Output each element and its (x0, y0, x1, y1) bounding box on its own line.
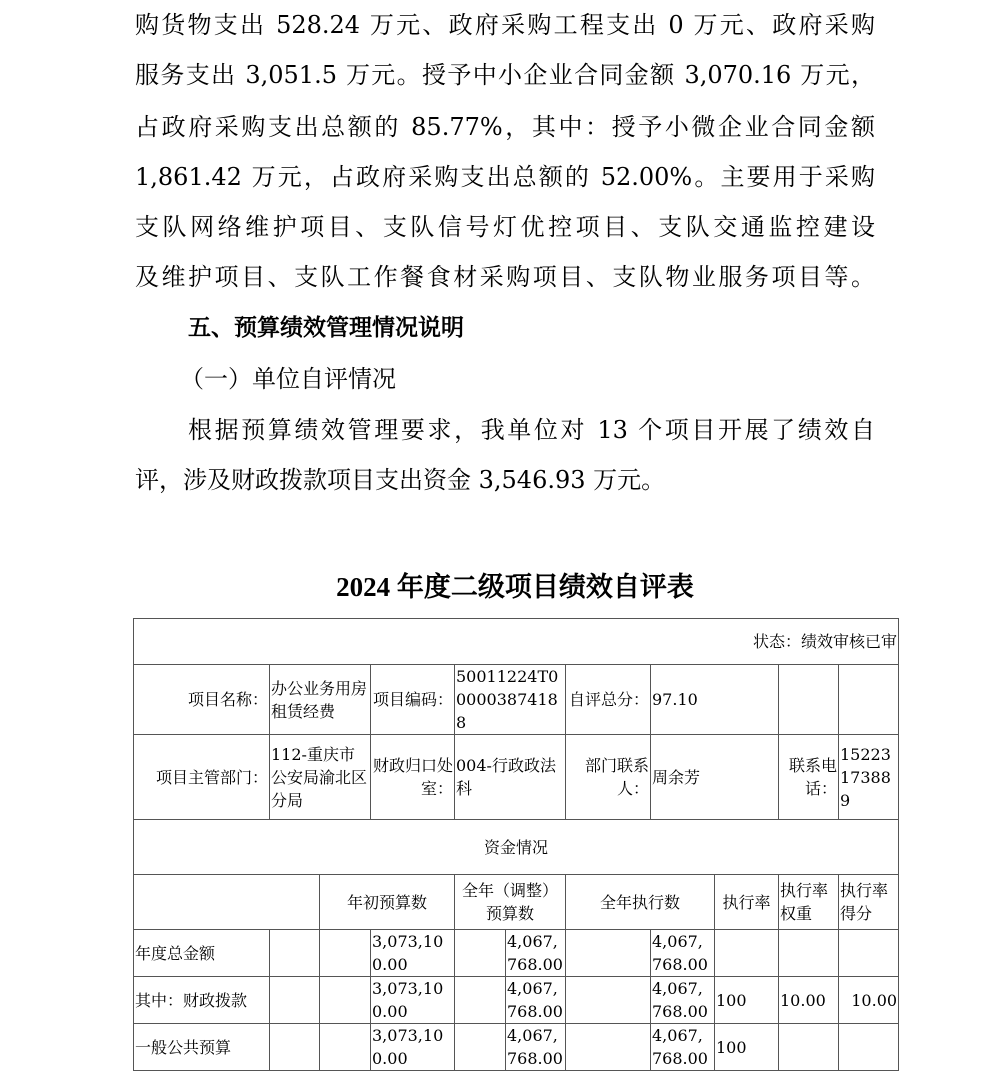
phone-label: 联系电话： (779, 735, 839, 820)
row-label: 年度总金额 (134, 930, 270, 977)
body-line: 服务支出 3,051.5 万元。授予中小企业合同金额 3,070.16 万元， (135, 61, 875, 89)
rate: 100 (715, 1024, 779, 1071)
initial-budget: 3,073,100.00 (371, 1024, 455, 1071)
rate (715, 930, 779, 977)
body-line: 占政府采购支出总额的 85.77%，其中：授予小微企业合同金额 (135, 113, 875, 141)
empty-cell (134, 875, 320, 930)
table-row (134, 930, 899, 977)
col-header: 年初预算数 (320, 875, 455, 930)
body-line: 支队网络维护项目、支队信号灯优控项目、支队交通监控建设 (135, 213, 875, 241)
adjusted-budget: 4,067,768.00 (506, 1024, 566, 1071)
subsection-heading: （一）单位自评情况 (180, 365, 396, 393)
initial-budget: 3,073,100.00 (371, 977, 455, 1024)
body-line: 根据预算绩效管理要求，我单位对 13 个项目开展了绩效自 (188, 416, 875, 444)
finance-office: 004-行政政法科 (455, 735, 566, 820)
phone: 15223173889 (839, 735, 899, 820)
dept: 112-重庆市公安局渝北区分局 (270, 735, 371, 820)
weight (779, 930, 839, 977)
project-code-label: 项目编码： (371, 665, 455, 735)
adjusted-budget: 4,067,768.00 (506, 930, 566, 977)
row-label: 其中：财政拨款 (134, 977, 270, 1024)
rate-score: 10.00 (839, 977, 899, 1024)
executed: 4,067,768.00 (651, 1024, 715, 1071)
table-row (134, 1024, 899, 1071)
funds-header: 资金情况 (134, 820, 899, 875)
col-header: 执行率得分 (839, 875, 899, 930)
finance-label: 财政归口处室： (371, 735, 455, 820)
rate-score (839, 1024, 899, 1071)
col-header: 全年（调整）预算数 (455, 875, 566, 930)
body-line: 购货物支出 528.24 万元、政府采购工程支出 0 万元、政府采购 (135, 11, 875, 39)
rate: 100 (715, 977, 779, 1024)
empty-cell (839, 665, 899, 735)
table-title: 2024 年度二级项目绩效自评表 (336, 572, 694, 602)
section-heading: 五、预算绩效管理情况说明 (188, 315, 464, 341)
project-code: 50011224T000003874188 (455, 665, 566, 735)
status-cell: 状态：绩效审核已审 (134, 619, 899, 665)
contact-label: 部门联系人： (566, 735, 651, 820)
weight: 10.00 (779, 977, 839, 1024)
initial-budget: 3,073,100.00 (371, 930, 455, 977)
rate-score (839, 930, 899, 977)
body-line: 及维护项目、支队工作餐食材采购项目、支队物业服务项目等。 (135, 263, 875, 291)
project-name-label: 项目名称： (134, 665, 270, 735)
row-label: 一般公共预算 (134, 1024, 270, 1071)
dept-label: 项目主管部门： (134, 735, 270, 820)
contact: 周余芳 (651, 735, 779, 820)
empty-cell (779, 665, 839, 735)
weight (779, 1024, 839, 1071)
project-name: 办公业务用房租赁经费 (270, 665, 371, 735)
score: 97.10 (651, 665, 779, 735)
score-label: 自评总分： (566, 665, 651, 735)
executed: 4,067,768.00 (651, 930, 715, 977)
body-line: 评，涉及财政拨款项目支出资金 3,546.93 万元。 (135, 466, 666, 494)
col-header: 全年执行数 (566, 875, 715, 930)
col-header: 执行率 (715, 875, 779, 930)
executed: 4,067,768.00 (651, 977, 715, 1024)
col-header: 执行率权重 (779, 875, 839, 930)
adjusted-budget: 4,067,768.00 (506, 977, 566, 1024)
performance-table (133, 618, 899, 1071)
body-line: 1,861.42 万元，占政府采购支出总额的 52.00%。主要用于采购 (135, 163, 875, 191)
table-row (134, 977, 899, 1024)
